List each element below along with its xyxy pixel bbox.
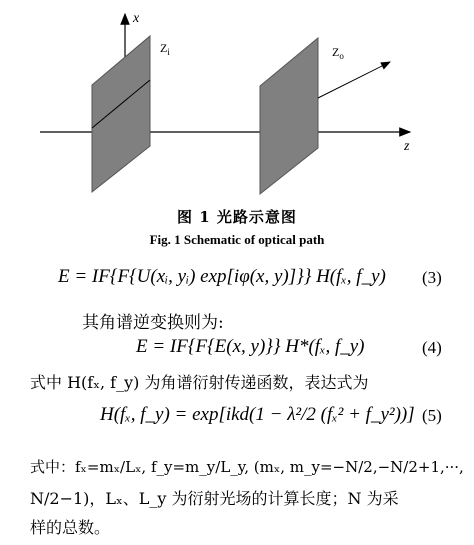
equation-3-number: (3) [422, 268, 442, 287]
equation-5-number: (5) [422, 406, 442, 425]
transfer-function-line: 式中 H(fₓ, f_y) 为角谱衍射传递函数，表达式为 [30, 373, 369, 392]
paragraph-line-2: N/2−1)，Lₓ、L_y 为衍射光场的计算长度；N 为采 [30, 489, 399, 508]
figure-caption-en: Fig. 1 Schematic of optical path [149, 232, 325, 247]
optical-path-figure [0, 0, 474, 200]
x-axis-label: x [133, 11, 140, 26]
equation-4-number: (4) [422, 338, 442, 357]
equation-3: E = IF{F{U(xᵢ, yᵢ) exp[iφ(x, y)]}} H(fₓ, f_y) [58, 266, 386, 287]
eq4-intro: 其角谱逆变换则为: [82, 313, 224, 333]
plane1-label: $Z_i$ [160, 41, 170, 57]
paragraph-line-1: 式中：fₓ=mₓ/Lₓ, f_y=m_y/L_y, (mₓ, m_y=−N/2,−N/2+1,···, [30, 458, 464, 476]
diagonal-line-2 [318, 62, 390, 98]
plane2-label: $Z_o$ [332, 45, 344, 61]
paragraph-line-3: 样的总数。 [30, 518, 111, 537]
equation-4: E = IF{F{E(x, y)}} H*(fₓ, f_y) [136, 336, 365, 357]
z-axis-label: z [404, 139, 410, 154]
equation-5: H(fₓ, f_y) = exp[ikd(1 − λ²/2 (fₓ² + f_y²))] [100, 404, 415, 425]
input-plane [92, 36, 150, 192]
figure-caption-cn: 图 1 光路示意图 [177, 208, 297, 226]
output-plane [260, 38, 318, 194]
